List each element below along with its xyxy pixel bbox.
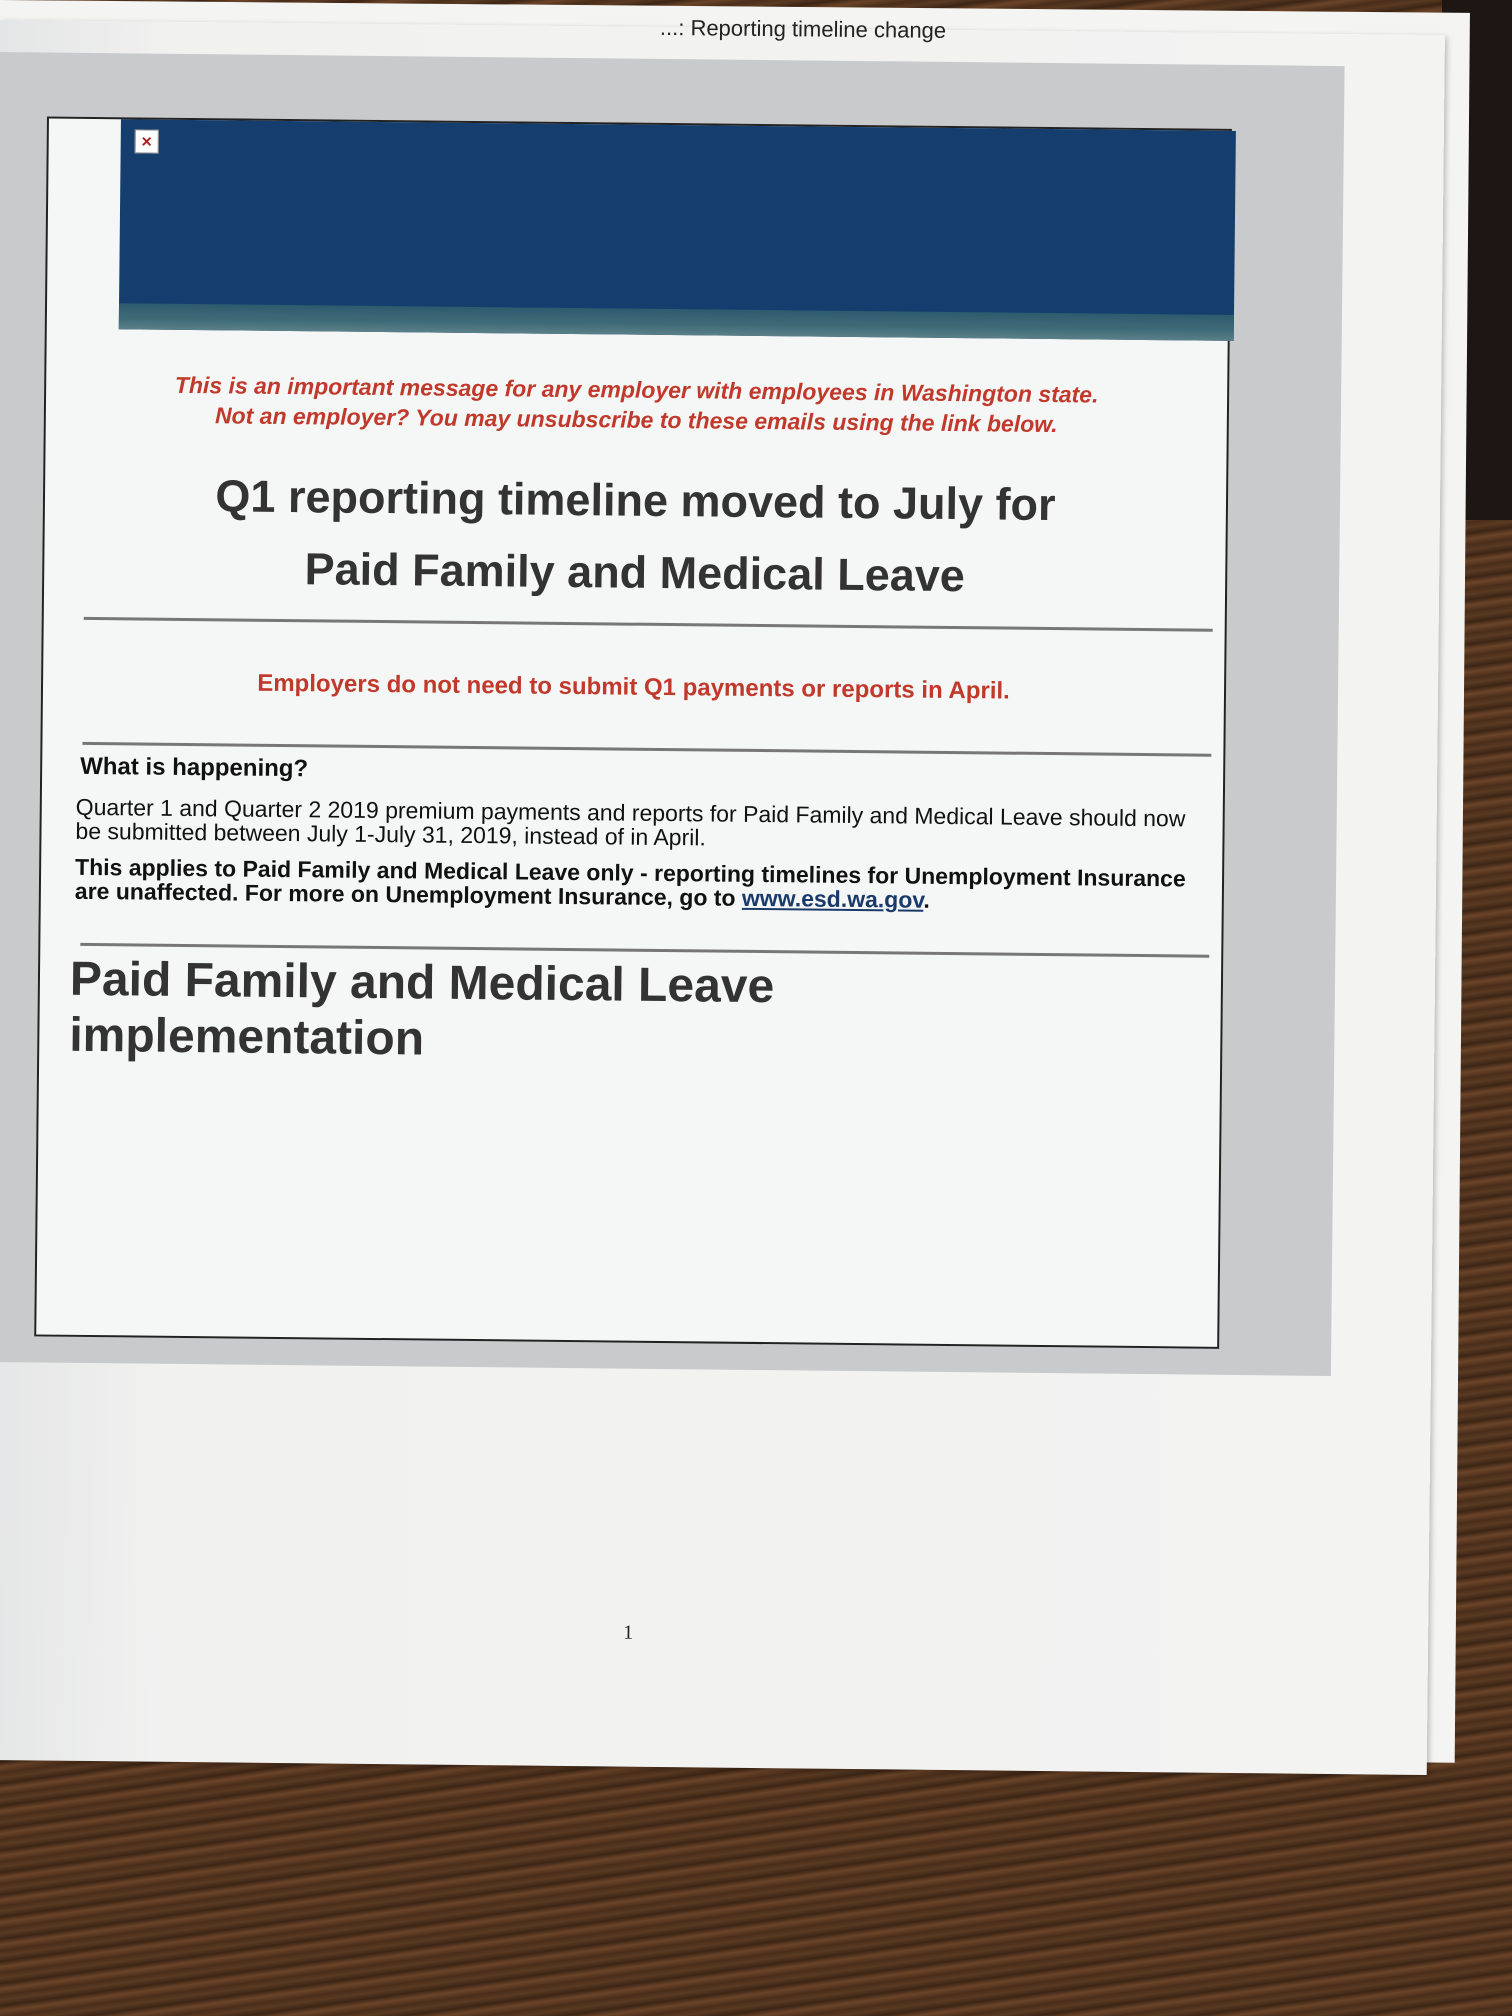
print-header-title: ...: Reporting timeline change bbox=[659, 14, 947, 43]
paragraph-applies-text: This applies to Paid Family and Medical Leave only - reporting timelines for Unemployment Insurance are unaffected. For more on Unemployment Insurance, go to bbox=[74, 853, 1186, 911]
paragraph-applies bbox=[75, 855, 1202, 915]
paragraph-applies-end: . bbox=[923, 886, 930, 913]
impl-line-2: implementation bbox=[69, 1008, 425, 1066]
broken-image-icon: ✕ bbox=[135, 129, 159, 153]
implementation-heading bbox=[69, 952, 1201, 1076]
email-title bbox=[44, 458, 1226, 614]
esd-link[interactable]: www.esd.wa.gov bbox=[741, 884, 924, 913]
impl-line-1: Paid Family and Medical Leave bbox=[69, 952, 775, 1014]
email-frame bbox=[0, 52, 1345, 1376]
title-line-1: Q1 reporting timeline moved to July for bbox=[215, 470, 1056, 531]
page-number: 1 bbox=[623, 1621, 634, 1644]
notice-line-2: Not an employer? You may unsubscribe to these emails using the link below. bbox=[214, 402, 1058, 438]
important-notice bbox=[66, 369, 1208, 441]
paper-sheet bbox=[0, 14, 1445, 1775]
section-heading: What is happening? bbox=[80, 752, 309, 783]
key-message: Employers do not need to submit Q1 payments or reports in April. bbox=[257, 669, 1010, 705]
email-banner bbox=[119, 119, 1236, 341]
banner-stripe bbox=[119, 303, 1234, 341]
divider bbox=[84, 617, 1213, 632]
email-content bbox=[39, 369, 1227, 1076]
notice-line-1: This is an important message for any employer with employees in Washington state. bbox=[174, 371, 1099, 408]
title-line-2: Paid Family and Medical Leave bbox=[304, 543, 966, 602]
paragraph-timeline: Quarter 1 and Quarter 2 2019 premium payments and reports for Paid Family and Medical Leave should now be submitted between July 1-July 31, 2019, instead of in April. bbox=[75, 793, 1186, 851]
email-body bbox=[34, 116, 1232, 1348]
